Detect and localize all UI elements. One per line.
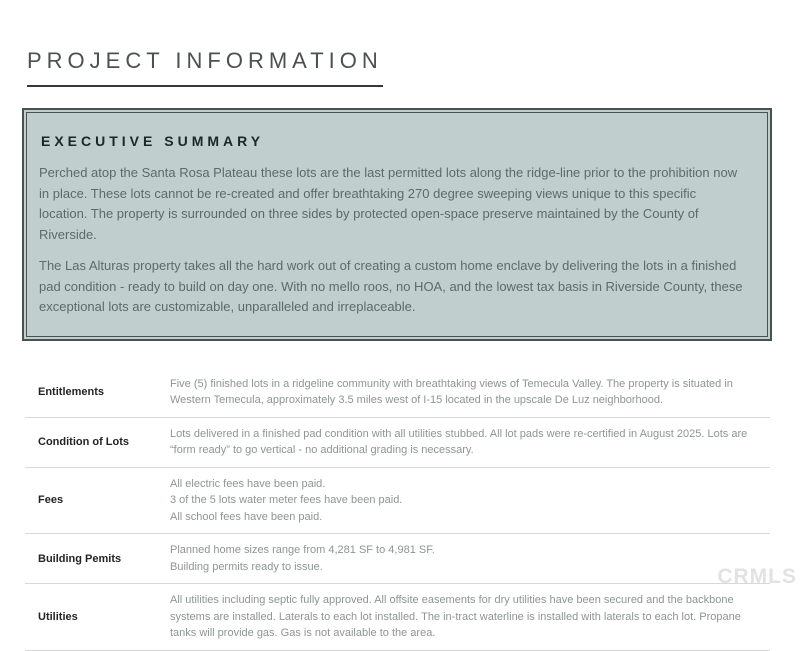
row-content-line: 3 of the 5 lots water meter fees have been paid. [170,494,403,507]
table-row [25,468,770,535]
row-content [170,376,770,409]
row-content-line: Lots delivered in a finished pad condition with all utilities stubbed. All lot pads were re-certified in August 2025. Lots are “form ready” to go vertical - no additional grading is necessary. [170,427,748,457]
executive-summary-box [22,108,772,341]
row-content [170,476,770,526]
details-table [25,368,770,651]
row-label: Building Pemits [38,552,122,565]
executive-summary-paragraph-2: The Las Alturas property takes all the hard work out of creating a custom home enclave by delivering the lots in a finished pad condition - ready to build on day one. With no mello roos, no HOA, and the lowest tax basis in Riverside County, these exceptional lots are customizable, unparalleled and irreplaceable. [39,258,743,315]
row-label: Utilities [38,610,78,623]
table-row [25,534,770,584]
executive-summary-heading: EXECUTIVE SUMMARY [41,133,265,149]
row-content-line: Five (5) finished lots in a ridgeline community with breathtaking views of Temecula Valley. The property is situated in Western Temecula, approximately 3.5 miles west of I-15 located in the upscale De Luz neighborhood. [170,377,733,407]
table-row [25,368,770,418]
row-content-line: Planned home sizes range from 4,281 SF to 4,981 SF. [170,544,435,557]
row-content [170,426,770,459]
row-content [170,542,770,575]
row-content [170,592,770,642]
executive-summary-inner [26,112,768,337]
title-section [0,0,800,87]
page-title: PROJECT INFORMATION [27,48,383,87]
executive-summary-paragraph-1: Perched atop the Santa Rosa Plateau these lots are the last permitted lots along the ridge-line prior to the prohibition now in place. These lots cannot be re-created and offer breathtaking 270 degree sweeping views unique to this specific location. The property is surrounded on three sides by protected open-space preserve maintained by the County of Riverside. [39,165,738,242]
row-content-line: All school fees have been paid. [170,510,323,523]
row-content-line: Building permits ready to issue. [170,560,323,573]
table-row [25,584,770,651]
crmls-watermark: CRMLS [717,565,797,588]
table-row [25,418,770,468]
row-content-line: All electric fees have been paid. [170,477,326,490]
row-label: Condition of Lots [38,436,130,449]
row-label: Fees [38,494,64,507]
row-label: Entitlements [38,386,105,399]
row-content-line: All utilities including septic fully approved. All offsite easements for dry utilities have been secured and the backbone systems are installed. Laterals to each lot installed. The in-tract waterline is installed with laterals to each lot. Propane tanks will provide gas. Gas is not available to the area. [170,594,741,640]
